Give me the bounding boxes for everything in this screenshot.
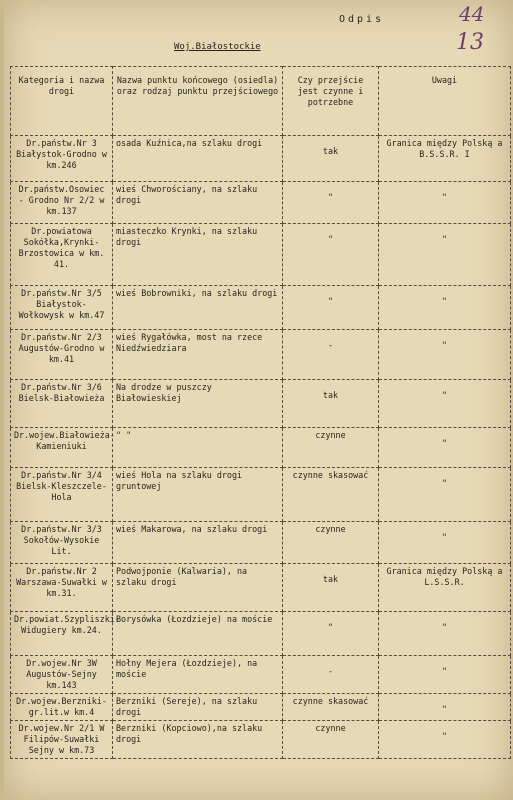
- crossings-table: [10, 66, 511, 759]
- cell-active: czynne: [283, 428, 379, 468]
- table-row: [11, 468, 511, 522]
- cell-endpoint: wieś Bobrowniki, na szlaku drogi: [113, 286, 283, 330]
- copy-marker: Odpis: [339, 14, 385, 25]
- cell-endpoint: wieś Hola na szlaku drogi gruntowej: [113, 468, 283, 522]
- cell-category: Dr.wojew.Białowieża-Kamieniuki: [11, 428, 113, 468]
- cell-active: ": [283, 286, 379, 330]
- cell-endpoint: Hołny Mejera (Łozdzieje), na moście: [113, 656, 283, 694]
- cell-endpoint: Berzniki (Sereje), na szlaku drogi: [113, 694, 283, 721]
- cell-endpoint: " ": [113, 428, 283, 468]
- cell-active: czynne: [283, 721, 379, 759]
- table-row: [11, 612, 511, 656]
- cell-active: -: [283, 330, 379, 380]
- cell-active: czynne: [283, 522, 379, 564]
- document-page: [4, 0, 513, 800]
- cell-endpoint: Podwojponie (Kalwaria), na szlaku drogi: [113, 564, 283, 612]
- table-row: [11, 136, 511, 182]
- table-row: [11, 721, 511, 759]
- cell-notes: ": [379, 468, 511, 522]
- cell-active: tak: [283, 136, 379, 182]
- table-row: [11, 330, 511, 380]
- cell-category: Dr.państw.Nr 3/3 Sokołów-Wysokie Lit.: [11, 522, 113, 564]
- cell-active: ": [283, 224, 379, 286]
- table-row: [11, 522, 511, 564]
- table-row: [11, 564, 511, 612]
- cell-endpoint: Na drodze w puszczy Białowieskiej: [113, 380, 283, 428]
- table-row: [11, 286, 511, 330]
- voivodeship-title: Woj.Białostockie: [174, 42, 261, 52]
- cell-category: Dr.państw.Nr 3/5 Białystok- Wołkowysk w km.47: [11, 286, 113, 330]
- cell-endpoint: wieś Chworościany, na szlaku drogi: [113, 182, 283, 224]
- table-row: [11, 694, 511, 721]
- cell-active: -: [283, 656, 379, 694]
- cell-endpoint: wieś Rygałówka, most na rzece Niedźwiedziara: [113, 330, 283, 380]
- table-row: [11, 224, 511, 286]
- cell-notes: ": [379, 612, 511, 656]
- cell-category: Dr.państw.Nr 3/4 Bielsk-Kleszczele-Hola: [11, 468, 113, 522]
- cell-category: Dr.powiatowa Sokółka,Krynki-Brzostowica w km. 41.: [11, 224, 113, 286]
- cell-notes: ": [379, 380, 511, 428]
- cell-category: Dr.państw.Nr 2 Warszawa-Suwałki w km.31.: [11, 564, 113, 612]
- cell-notes: ": [379, 330, 511, 380]
- handwritten-sheet-number: 13: [456, 30, 484, 55]
- cell-active: tak: [283, 564, 379, 612]
- cell-notes: Granica między Polską a B.S.S.R. I: [379, 136, 511, 182]
- cell-notes: ": [379, 694, 511, 721]
- cell-category: Dr.powiat.Szypliszki-Widugiery km.24.: [11, 612, 113, 656]
- cell-notes: ": [379, 224, 511, 286]
- cell-endpoint: miasteczko Krynki, na szlaku drogi: [113, 224, 283, 286]
- cell-category: Dr.wojew.Nr 2/1 W Filipów-Suwałki Sejny w km.73: [11, 721, 113, 759]
- cell-category: Dr.państw.Nr 3 Białystok-Grodno w km.246: [11, 136, 113, 182]
- column-header-category: Kategoria i nazwa drogi: [11, 67, 113, 136]
- table-row: [11, 380, 511, 428]
- cell-endpoint: osada Kuźnica,na szlaku drogi: [113, 136, 283, 182]
- column-header-notes: Uwagi: [379, 67, 511, 136]
- cell-endpoint: Borysówka (Łozdzieje) na moście: [113, 612, 283, 656]
- cell-active: czynne skasować: [283, 468, 379, 522]
- cell-notes: ": [379, 656, 511, 694]
- cell-notes: Granica między Polską a L.S.S.R.: [379, 564, 511, 612]
- cell-notes: ": [379, 721, 511, 759]
- handwritten-page-number: 44: [459, 2, 485, 26]
- cell-active: ": [283, 612, 379, 656]
- cell-notes: ": [379, 286, 511, 330]
- table-header-row: [11, 67, 511, 136]
- cell-active: tak: [283, 380, 379, 428]
- cell-active: czynne skasować: [283, 694, 379, 721]
- cell-notes: ": [379, 522, 511, 564]
- cell-notes: ": [379, 182, 511, 224]
- cell-endpoint: Berzniki (Kopciowo),na szlaku drogi: [113, 721, 283, 759]
- cell-active: ": [283, 182, 379, 224]
- cell-endpoint: wieś Makarowa, na szlaku drogi: [113, 522, 283, 564]
- table-row: [11, 182, 511, 224]
- cell-category: Dr.państw.Osowiec - Grodno Nr 2/2 w km.137: [11, 182, 113, 224]
- cell-notes: ": [379, 428, 511, 468]
- cell-category: Dr.państw.Nr 3/6 Bielsk-Białowieża: [11, 380, 113, 428]
- cell-category: Dr.wojew.Nr 3W Augustów-Sejny km.143: [11, 656, 113, 694]
- table-row: [11, 656, 511, 694]
- cell-category: Dr.państw.Nr 2/3 Augustów-Grodno w km.41: [11, 330, 113, 380]
- column-header-endpoint: Nazwa punktu końcowego (osiedla) oraz rodzaj punktu przejściowego: [113, 67, 283, 136]
- cell-category: Dr.wojew.Berzniki-gr.lit.w km.4: [11, 694, 113, 721]
- table-row: [11, 428, 511, 468]
- column-header-active: Czy przejście jest czynne i potrzebne: [283, 67, 379, 136]
